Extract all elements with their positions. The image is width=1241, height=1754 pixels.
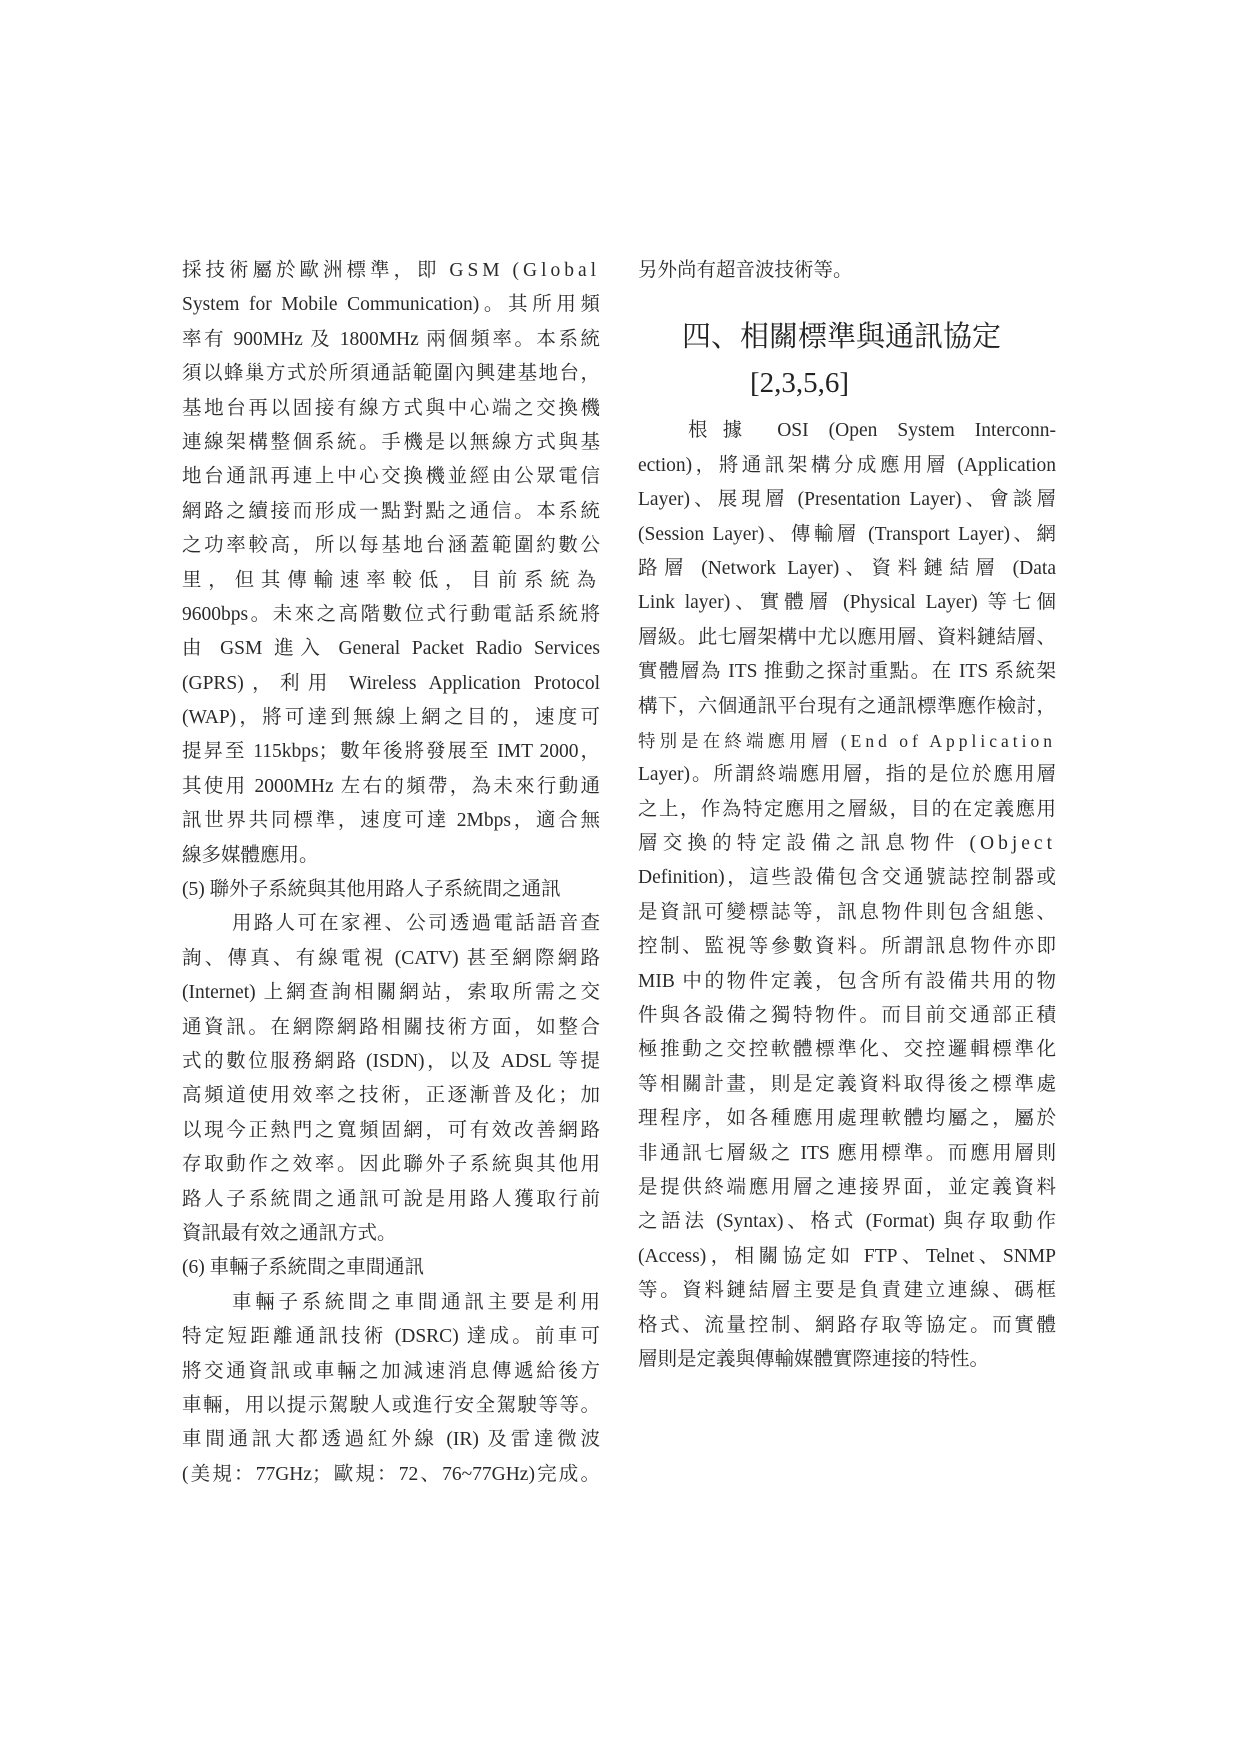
text-line: (WAP)，將可達到無線上網之目的，速度可 (182, 707, 600, 729)
text-line: 網路之續接而形成一點對點之通信。本系統 (182, 500, 600, 522)
text-line: 提昇至 115kbps；數年後將發展至 IMT 2000， (182, 741, 600, 763)
text-line: Layer)、展現層 (Presentation Layer)、會談層 (638, 489, 1056, 511)
text-line: MIB 中的物件定義，包含所有設備共用的物 (638, 970, 1056, 992)
section-5 (182, 873, 600, 1251)
text-line: 採技術屬於歐洲標準，即 GSM (Global (182, 260, 601, 281)
text-line: 用路人可在家裡、公司透過電話語音查 (232, 913, 600, 935)
text-line: 層則是定義與傳輸媒體實際連接的特性。 (638, 1348, 990, 1370)
section-6 (182, 1251, 600, 1492)
text-line: 件與各設備之獨特物件。而目前交通部正積 (638, 1005, 1056, 1027)
text-line: 由 GSM 進入 General Packet Radio Services (182, 638, 600, 660)
section-heading (638, 314, 1056, 406)
text-line: 路層 (Network Layer)、資料鏈結層 (Data (638, 557, 1056, 579)
text-line: 層交換的特定設備之訊息物件 (Object (638, 833, 1056, 855)
text-line: 車間通訊大都透過紅外線 (IR) 及雷達微波 (182, 1429, 600, 1451)
text-line: 非通訊七層級之 ITS 應用標準。而應用層則 (638, 1142, 1056, 1164)
text-line: 存取動作之效率。因此聯外子系統與其他用 (182, 1154, 600, 1176)
text-line: 路人子系統間之通訊可說是用路人獲取行前 (182, 1188, 600, 1210)
text-line: 須以蜂巢方式於所須通話範圍內興建基地台， (182, 363, 600, 385)
heading-references: [2,3,5,6] (750, 367, 850, 400)
section-5-title: (5) 聯外子系統與其他用路人子系統間之通訊 (182, 879, 561, 901)
text-line: 是提供終端應用層之連接界面，並定義資料 (638, 1176, 1056, 1198)
text-line: 層級。此七層架構中尤以應用層、資料鏈結層、 (638, 626, 1056, 648)
text-line: System for Mobile Communication)。其所用頻 (182, 294, 600, 316)
text-line: 車輛子系統間之車間通訊主要是利用 (232, 1291, 600, 1313)
paragraph-osi (638, 414, 1056, 1377)
text-line: Layer)。所謂終端應用層，指的是位於應用層 (638, 764, 1056, 786)
text-line: 理程序，如各種應用處理軟體均屬之，屬於 (638, 1108, 1056, 1130)
text-line: 基地台再以固接有線方式與中心端之交換機 (182, 397, 600, 419)
text-line: 極推動之交控軟體標準化、交控邏輯標準化 (638, 1039, 1056, 1061)
left-column (182, 254, 600, 1492)
section-6-title: (6) 車輛子系統間之車間通訊 (182, 1257, 425, 1279)
text-line: 式的數位服務網路 (ISDN)，以及 ADSL 等提 (182, 1050, 600, 1072)
text-line: Definition)，這些設備包含交通號誌控制器或 (638, 867, 1056, 889)
intro-line: 另外尚有超音波技術等。 (638, 260, 853, 281)
text-line: 之上，作為特定應用之層級，目的在定義應用 (638, 798, 1056, 820)
text-line: 其使用 2000MHz 左右的頻帶，為未來行動通 (182, 775, 600, 797)
text-line: 實體層為 ITS 推動之探討重點。在 ITS 系統架 (638, 661, 1056, 683)
text-line: 以現今正熱門之寬頻固網，可有效改善網路 (182, 1119, 600, 1141)
text-line: 根據 OSI (Open System Interconn- (688, 420, 1056, 442)
text-line: 控制、監視等參數資料。所謂訊息物件亦即 (638, 936, 1056, 958)
text-line: 資訊最有效之通訊方式。 (182, 1222, 397, 1244)
text-line: 9600bps。未來之高階數位式行動電話系統將 (182, 603, 600, 625)
text-line: 訊世界共同標準，速度可達 2Mbps，適合無 (182, 810, 600, 832)
right-column (638, 254, 1056, 1377)
text-line: 等。資料鏈結層主要是負責建立連線、碼框 (638, 1280, 1056, 1302)
text-line: 等相關計畫，則是定義資料取得後之標準處 (638, 1073, 1056, 1095)
paragraph-gsm (182, 254, 600, 873)
text-line: (美規：77GHz；歐規：72、76~77GHz)完成。 (182, 1463, 600, 1485)
text-line: 構下，六個通訊平台現有之通訊標準應作檢討， (638, 695, 1056, 717)
text-line: 率有 900MHz 及 1800MHz 兩個頻率。本系統 (182, 328, 600, 350)
text-line: (Session Layer)、傳輸層 (Transport Layer)、網 (638, 523, 1056, 545)
text-line: 連線架構整個系統。手機是以無線方式與基 (182, 431, 600, 453)
text-line: 格式、流量控制、網路存取等協定。而實體 (638, 1314, 1056, 1336)
text-line: 特別是在終端應用層 (End of Application (638, 730, 1056, 751)
text-line: 線多媒體應用。 (182, 844, 319, 866)
text-line: 地台通訊再連上中心交換機並經由公眾電信 (182, 466, 600, 488)
text-line: ection)，將通訊架構分成應用層 (Application (638, 454, 1056, 476)
text-line: 之功率較高，所以每基地台涵蓋範圍約數公 (182, 535, 600, 557)
text-line: 高頻道使用效率之技術，正逐漸普及化；加 (182, 1085, 600, 1107)
text-line: 詢、傳真、有線電視 (CATV) 甚至網際網路 (182, 947, 600, 969)
heading-title: 四、相關標準與通訊協定 (682, 321, 1002, 354)
text-line: 將交通資訊或車輛之加減速消息傳遞給後方 (182, 1360, 600, 1382)
text-line: 里，但其傳輸速率較低，目前系統為 (182, 569, 600, 591)
text-line: Link layer)、實體層 (Physical Layer) 等七個 (638, 592, 1056, 614)
text-line: (Access)，相關協定如 FTP、Telnet、SNMP (638, 1245, 1056, 1267)
text-line: 是資訊可變標誌等，訊息物件則包含組態、 (638, 901, 1056, 923)
text-line: 之語法 (Syntax)、格式 (Format) 與存取動作 (638, 1211, 1056, 1233)
text-line: (Internet) 上網查詢相關網站，索取所需之交 (182, 982, 600, 1004)
text-line: 車輛，用以提示駕駛人或進行安全駕駛等等。 (182, 1394, 600, 1416)
text-line: 特定短距離通訊技術 (DSRC) 達成。前車可 (182, 1326, 600, 1348)
text-line: (GPRS)，利用 Wireless Application Protocol (182, 672, 600, 694)
text-line: 通資訊。在網際網路相關技術方面，如整合 (182, 1016, 600, 1038)
